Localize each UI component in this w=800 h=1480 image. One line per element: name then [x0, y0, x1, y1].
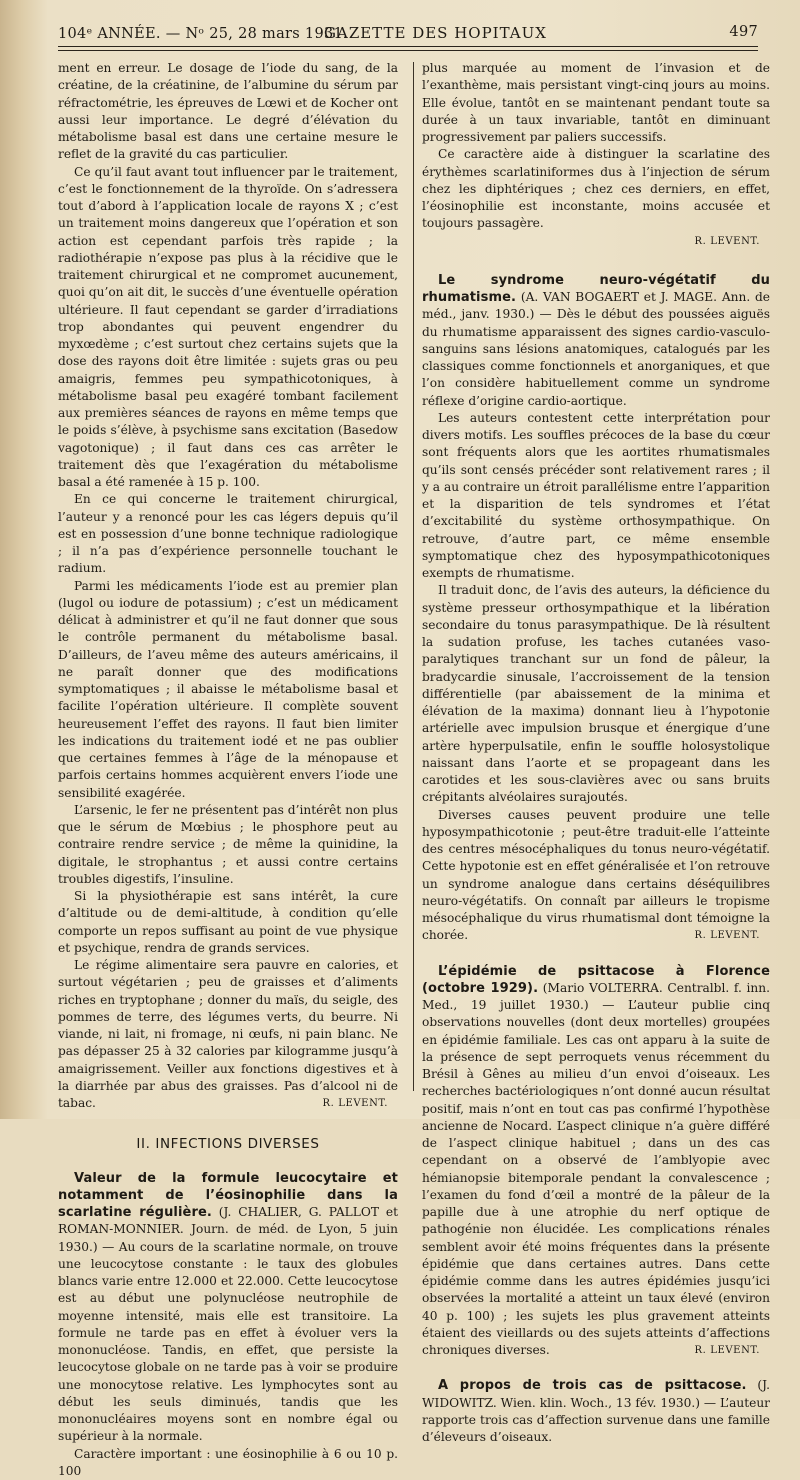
journal-title: GAZETTE DES HOPITAUX: [324, 24, 547, 42]
running-header: [58, 22, 758, 48]
left-column: [58, 60, 398, 1480]
article-reference: (J. CHALIER, G. PALLOT et ROMAN-MONNIER. Journ. de méd. de Lyon, 5 juin 1930.) —: [58, 1205, 398, 1254]
paragraph: Parmi les médicaments l’iode est au premier plan (lugol ou iodure de potassium) ; c’est un médicament délicat à administrer et qu’il ne faut donner que sous le contrôle permanent du métabolisme basal. D’ailleurs, de l’aveu même des auteurs américains, il ne paraît donner que des modifications symptomatiques ; il abaisse le métabolisme basal et facilite l’opération ultérieure. Il complète souvent heureusement l’effet des rayons. Il faut bien limiter les indications du traitement iodé et ne pas oublier que certaines femmes à l’âge de la ménopause et parfois certains hommes acquièrent envers l’iode une sensibilité exagérée.: [58, 578, 398, 802]
paragraph: [422, 807, 770, 945]
article-reference: (A. VAN BOGAERT et J. MAGE. Ann. de méd., janv. 1930.) —: [422, 290, 770, 321]
paragraph: Il traduit donc, de l’avis des auteurs, la déficience du système presseur orthosympathique et la libération secondaire du tonus parasympathique. De là résultent la sudation profuse, les taches cutanées vaso-paralytiques tranchant sur un fond de pâleur, la bradycardie sinusale, l’accroissement de la tension différentielle (par abaissement de la minima et élévation de la maxima) donnant lieu à l’hypotonie artérielle avec impulsion brusque et énergique d’une artère hyperpulsatile, enfin le souffle holosystolique naissant dans l’aorte et se propageant dans les carotides et les sous-clavières avec ou sans bruits crépitants alvéolaires surajoutés.: [422, 582, 770, 806]
article-reference: (Mario VOLTERRA. Centralbl. f. inn. Med., 19 juillet 1930.) —: [422, 981, 770, 1012]
paragraph-text: Au cours de la scarlatine normale, on trouve une leucocytose constante : le taux des globules blancs varie entre 12.000 et 22.000. Cette leucocytose est au début une polynucléose neutrophile de moyenne intensité, mais elle est transitoire. La formule ne tarde pas en effet à évoluer vers la mononucléose. Tandis, en effet, que persiste la leucocytose globale on ne tarde pas à voir se produire une monocytose relative. Les lymphocytes sont au début les seuls diminués, tandis que les mononucléaires moyens sont en nombre égal ou supérieur à la normale.: [58, 1240, 398, 1444]
paragraph: Si la physiothérapie est sans intérêt, la cure d’altitude ou de demi-altitude, à condition qu’elle comporte un repos suffisant au point de vue physique et psychique, rendra de grands services.: [58, 888, 398, 957]
paragraph-text: L’auteur publie cinq observations nouvelles (dont deux mortelles) groupées en épidémie familiale. Les cas ont apparu à la suite de la présence de sept perroquets venus récemment du Brésil à Gênes au milieu d’un envoi d’oiseaux. Les recherches bactériologiques n’ont donné aucun résultat positif, mais n’ont en tout cas pas confirmé l’hypothèse ancienne de Nocard. L’aspect clinique n’a guère différé de l’aspect clinique habituel ; dans un des cas cependant on a observé de l’amblyopie avec hémianopsie bitemporale pendant la convalescence ; l’examen du fond d’œil a montré de la pâleur de la papille due à une atrophie du nerf optique de pathogénie non élucidée. Les complications rénales semblent avoir été moins fréquentes dans la présente épidémie que dans certaines autres. Dans cette épidémie comme dans les autres épidémies jusqu’ici observées la mortalité a atteint un taux élevé (environ 40 p. 100) ; les sujets les plus gravement atteints étaient des vieillards ou des sujets atteints d’affections chroniques diverses.: [422, 998, 770, 1357]
article-lead: [58, 1170, 398, 1446]
paragraph: Ce caractère aide à distinguer la scarlatine des érythèmes scarlatiniformes dus à l’injection de sérum chez les diphtériques ; chez ces derniers, en effet, l’éosinophilie est inconstante, moins accusée et toujours passagère.: [422, 146, 770, 232]
header-rule-thin: [58, 50, 758, 51]
author-signature: R. LEVENT.: [307, 1095, 388, 1112]
page-number: 497: [729, 24, 758, 40]
paragraph: Les auteurs contestent cette interprétation pour divers motifs. Les souffles précoces de la base du cœur sont fréquents alors que les aortites rhumatismales qu’ils sont censés précéder sont relativement rares ; il y a au contraire un étroit parallélisme entre l’apparition et la disparition de tels syndromes et l’état d’excitabilité du système orthosympathique. On retrouve, d’autre part, ce même ensemble symptomatique chez des hyposympathicotoniques exempts de rhumatisme.: [422, 410, 770, 583]
paragraph: Ce qu’il faut avant tout influencer par le traitement, c’est le fonctionnement de la thyroïde. On s’adressera tout d’abord à l’application locale de rayons X ; c’est un traitement moins dangereux que l’opération et son action est cependant parfois très rapide ; la radiothérapie n’expose pas plus à la récidive que le traitement chirurgical et ne compromet aucunement, quoi qu’on ait dit, le succès d’une éventuelle opération ultérieure. Il faut cependant se garder d’irradiations trop abondantes qui peuvent engendrer du myxœdème ; c’est surtout chez certains sujets que la dose des rayons doit être limitée : sujets gras ou peu amaigris, femmes peu sympathicotoniques, à métabolisme basal peu exagéré tombant facilement aux premières séances de rayons en même temps que le poids s’élève, à psychisme sans excitation (Basedow vagotonique) ; il faut dans ces cas arrêter le traitement dès que l’exagération du métabolisme basal a été ramenée à 15 p. 100.: [58, 164, 398, 492]
paragraph: ment en erreur. Le dosage de l’iode du sang, de la créatine, de la créatinine, de l’albumine du sérum par réfractométrie, les épreuves de Lœwi et de Kocher ont aussi leur importance. Le degré d’élévation du métabolisme basal est dans une certaine mesure le reflet de la gravité du cas particulier.: [58, 60, 398, 164]
paragraph: L’arsenic, le fer ne présentent pas d’intérêt non plus que le sérum de Mœbius ; le phosphore peut au contraire rendre service ; de même la quinidine, la digitale, le strophantus ; et aussi contre certains troubles digestifs, l’insuline.: [58, 802, 398, 888]
article-title: Valeur de la formule leucocytaire et notamment de l’éosinophilie dans la scarlatine régulière.: [58, 1171, 398, 1221]
paragraph-text: Le régime alimentaire sera pauvre en calories, et surtout végétarien ; peu de graisses et d’aliments riches en tryptophane ; donner du maïs, du seigle, des pommes de terre, des légumes verts, du beurre. Ni viande, ni lait, ni fromage, ni œufs, ni pain blanc. Ne pas dépasser 25 à 32 calories par kilogramme jusqu’à amaigrissement. Veiller aux fonctions digestives et à la diarrhée par abus des graisses. Pas d’alcool ni de tabac.: [58, 958, 398, 1110]
author-signature: R. LEVENT.: [422, 233, 760, 250]
paragraph-text: L’auteur rapporte trois cas d’affection survenue dans une famille d’éleveurs d’oiseaux.: [422, 1396, 770, 1445]
article-title: A propos de trois cas de psittacose.: [438, 1378, 747, 1393]
article-reference: (J. WIDOWITZ. Wien. klin. Woch., 13 fév. 1930.) —: [422, 1378, 770, 1409]
article-lead: [422, 272, 770, 410]
article-title: L’épidémie de psittacose à Florence (octobre 1929).: [422, 964, 770, 996]
paragraph: En ce qui concerne le traitement chirurgical, l’auteur y a renoncé pour les cas légers depuis qu’il est en possession d’une bonne technique radiologique ; il n’a pas d’expérience personnelle touchant le radium.: [58, 491, 398, 577]
paragraph-text: Diverses causes peuvent produire une telle hyposympathicotonie ; peut-être traduit-elle l’atteinte des centres mésocéphaliques du tonus neuro-végétatif. Cette hypotonie est en effet généralisée et l’on retrouve un syndrome analogue dans certains déséquilibres neuro-végétatifs. On connaît par ailleurs le tropisme mésocéphalique du virus rhumatismal dont témoigne la chorée.: [422, 808, 770, 943]
header-rule: [58, 46, 758, 47]
paragraph: Caractère important : une éosinophilie à 6 ou 10 p. 100: [58, 1446, 398, 1480]
article-lead: [422, 963, 770, 1360]
article-title: Le syndrome neuro-végétatif du rhumatisme.: [422, 273, 770, 305]
section-heading: II. INFECTIONS DIVERSES: [58, 1136, 398, 1153]
author-signature: R. LEVENT.: [679, 1342, 760, 1359]
paragraph-text: Dès le début des poussées aiguës du rhumatisme apparaissent des signes cardio-vasculo-sanguins sans lésions anatomiques, catalogués par les classiques comme fonctionnels et anorganiques, et que l’on considère habituellement comme un syndrome réflexe d’origine cardio-aortique.: [422, 307, 770, 407]
article-lead: [422, 1377, 770, 1446]
paragraph: plus marquée au moment de l’invasion et de l’exanthème, mais persistant vingt-cinq jours au moins. Elle évolue, tantôt en se maintenant pendant toute sa durée à un taux invariable, tantôt en diminuant progressivement par paliers successifs.: [422, 60, 770, 146]
paragraph: [58, 957, 398, 1112]
right-column: [422, 60, 770, 1446]
issue-info: 104ᵉ ANNÉE. — Nᵒ 25, 28 mars 1931.: [58, 26, 348, 42]
author-signature: R. LEVENT.: [679, 927, 760, 944]
column-divider: [413, 62, 414, 1091]
